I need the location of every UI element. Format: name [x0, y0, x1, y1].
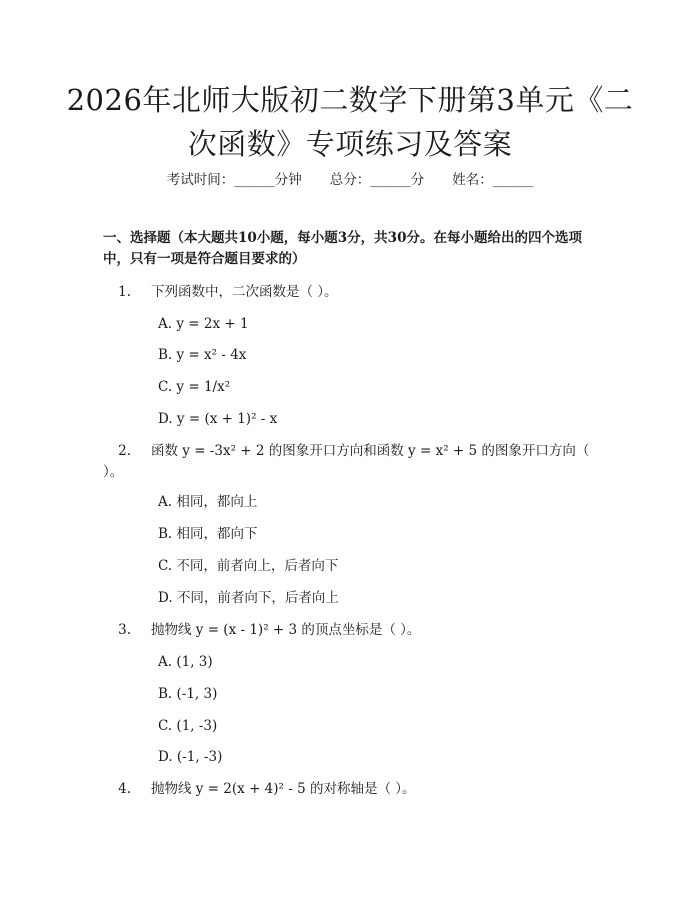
- question-1-option-b: B. y = x² - 4x: [158, 347, 247, 363]
- question-1: [103, 282, 603, 303]
- question-2-option-a: A. 相同，都向上: [158, 494, 258, 510]
- question-number: 1.: [118, 284, 131, 300]
- question-text: 抛物线 y = 2(x + 4)² - 5 的对称轴是（ ）。: [151, 781, 416, 797]
- question-1-option-a: A. y = 2x + 1: [158, 316, 249, 332]
- question-text: 抛物线 y = (x - 1)² + 3 的顶点坐标是（ ）。: [151, 622, 421, 638]
- question-4: [103, 779, 603, 800]
- question-number: 3.: [118, 622, 131, 638]
- question-3: [103, 620, 603, 641]
- question-2-option-b: B. 相同，都向下: [158, 526, 258, 542]
- question-1-option-c: C. y = 1/x²: [158, 379, 231, 395]
- question-3-option-b: B. (-1, 3): [158, 686, 218, 702]
- question-2: [103, 441, 603, 483]
- page-title: 2026年北师大版初二数学下册第3单元《二次函数》专项练习及答案: [66, 83, 634, 161]
- student-name-label: 姓名：______: [452, 172, 534, 188]
- exam-time-label: 考试时间：______分钟: [166, 172, 302, 188]
- question-text: 下列函数中，二次函数是（ ）。: [151, 284, 338, 300]
- question-1-option-d: D. y = (x + 1)² - x: [158, 411, 278, 427]
- total-score-label: 总分：______分: [329, 172, 425, 188]
- question-number: 4.: [118, 781, 131, 797]
- question-number: 2.: [118, 443, 131, 459]
- question-text: 函数 y = -3x² + 2 的图象开口方向和函数 y = x² + 5 的图象开口方向（ ）。: [103, 443, 590, 480]
- question-2-option-c: C. 不同，前者向上，后者向下: [158, 558, 339, 574]
- exam-meta: [0, 168, 700, 188]
- question-3-option-c: C. (1, -3): [158, 718, 218, 734]
- question-3-option-a: A. (1, 3): [158, 654, 213, 670]
- question-3-option-d: D. (-1, -3): [158, 749, 223, 765]
- question-2-option-d: D. 不同，前者向下，后者向上: [158, 590, 339, 606]
- section-heading: 一、选择题（本大题共10小题，每小题3分，共30分。在每小题给出的四个选项中，只有一项是符合题目要求的）: [103, 230, 582, 267]
